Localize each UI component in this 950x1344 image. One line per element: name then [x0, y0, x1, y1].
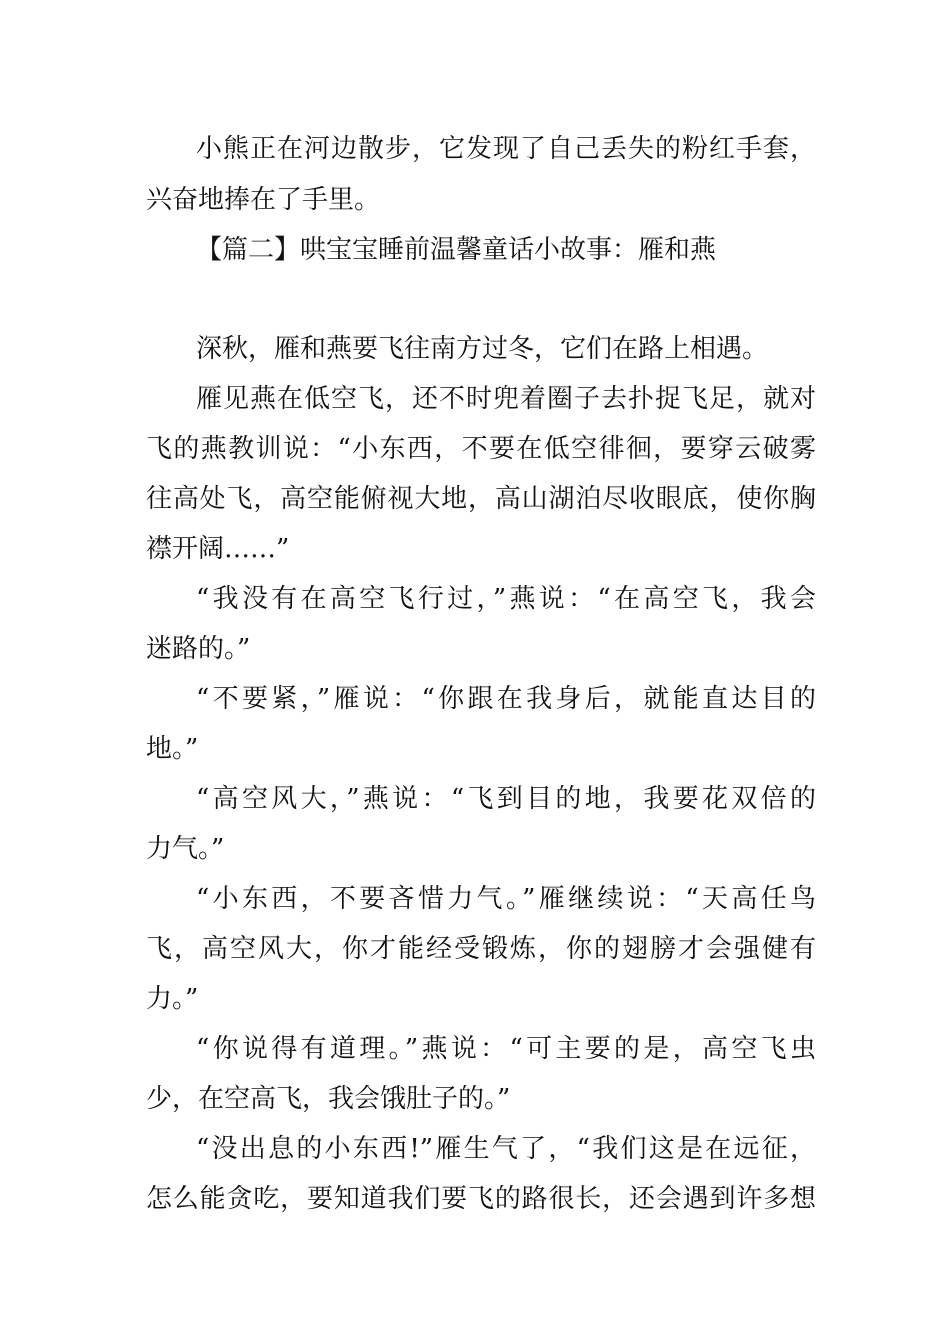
paragraph-line: 小熊正在河边散步，它发现了自己丢失的粉红手套， — [196, 134, 816, 164]
paragraph-line: 怎么能贪吃，要知道我们要飞的路很长，还会遇到许多想 — [146, 1184, 816, 1214]
paragraph-line: “不要紧，”雁说：“你跟在我身后，就能直达目的 — [196, 684, 816, 714]
paragraph-line: “你说得有道理。”燕说：“可主要的是，高空飞虫 — [196, 1034, 816, 1064]
paragraph-line: 力气。” — [146, 834, 225, 864]
paragraph-line: “高空风大，”燕说：“飞到目的地，我要花双倍的 — [196, 784, 816, 814]
paragraph-line: 飞，高空风大，你才能经受锻炼，你的翅膀才会强健有 — [146, 934, 816, 964]
paragraph-line: 迷路的。” — [146, 634, 251, 664]
paragraph-line: “我没有在高空飞行过，”燕说：“在高空飞，我会 — [196, 584, 816, 614]
paragraph-line: 雁见燕在低空飞，还不时兜着圈子去扑捉飞足，就对 — [196, 384, 816, 414]
paragraph-line: 兴奋地捧在了手里。 — [146, 185, 381, 215]
paragraph-line: 飞的燕教训说：“小东西，不要在低空徘徊，要穿云破雾 — [146, 434, 816, 464]
section-heading: 【篇二】哄宝宝睡前温馨童话小故事：雁和燕 — [196, 235, 717, 265]
paragraph-line: “小东西，不要吝惜力气。”雁继续说：“天高任鸟 — [196, 884, 816, 914]
paragraph-line: 深秋，雁和燕要飞往南方过冬，它们在路上相遇。 — [196, 334, 769, 364]
paragraph-line: 力。” — [146, 984, 199, 1014]
paragraph-line: “没出息的小东西!”雁生气了，“我们这是在远征， — [196, 1134, 816, 1164]
paragraph-line: 少，在空高飞，我会饿肚子的。” — [146, 1084, 511, 1114]
paragraph-line: 往高处飞，高空能俯视大地，高山湖泊尽收眼底，使你胸 — [146, 484, 816, 514]
paragraph-line: 地。” — [146, 734, 199, 764]
paragraph-line: 襟开阔……” — [146, 534, 290, 564]
